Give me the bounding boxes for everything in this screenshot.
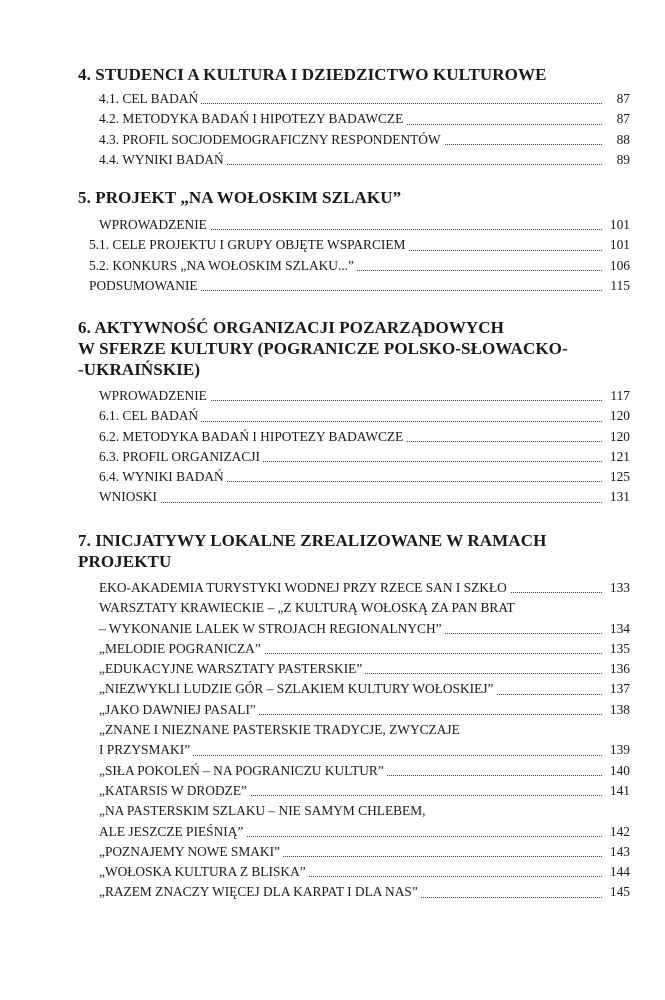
toc-entry[interactable] bbox=[99, 700, 630, 720]
toc-entry[interactable] bbox=[99, 639, 630, 659]
toc-entry bbox=[99, 619, 630, 639]
entry-page-number: 141 bbox=[602, 781, 630, 801]
toc-entry[interactable] bbox=[99, 679, 630, 699]
entry-label: ALE JESZCZE PIEŚNIĄ” bbox=[99, 824, 246, 839]
entry-page-number: 136 bbox=[602, 659, 630, 679]
entry-page-number: 139 bbox=[602, 740, 630, 760]
section-heading-line: 6. AKTYWNOŚĆ ORGANIZACJI POZARZĄDOWYCH bbox=[78, 318, 505, 337]
entry-page-number: 140 bbox=[602, 761, 630, 781]
entry-label: 5.1. CELE PROJEKTU I GRUPY OBJĘTE WSPARCIEM bbox=[89, 237, 408, 252]
entry-page-number: 101 bbox=[602, 235, 630, 255]
entry-label-line: WARSZTATY KRAWIECKIE – „Z KULTURĄ WOŁOSKĄ ZA PAN BRAT bbox=[99, 600, 515, 616]
entry-label: WPROWADZENIE bbox=[99, 217, 210, 232]
toc-entry bbox=[99, 740, 630, 760]
entry-page-number: 101 bbox=[602, 215, 630, 235]
toc-entry bbox=[99, 822, 630, 842]
entry-label: I PRZYSMAKI” bbox=[99, 742, 193, 757]
section-heading-line: PROJEKTU bbox=[78, 552, 172, 571]
entry-page-number: 121 bbox=[602, 447, 630, 467]
entry-label-line: „NA PASTERSKIM SZLAKU – NIE SAMYM CHLEBEM, bbox=[99, 803, 426, 819]
entry-page-number: 87 bbox=[602, 89, 630, 109]
toc-entry-multiline[interactable] bbox=[99, 801, 630, 842]
section-heading-line: 5. PROJEKT „NA WOŁOSKIM SZLAKU” bbox=[78, 188, 402, 207]
entry-label: 4.3. PROFIL SOCJODEMOGRAFICZNY RESPONDENTÓW bbox=[99, 132, 444, 147]
entry-page-number: 125 bbox=[602, 467, 630, 487]
entry-page-number: 137 bbox=[602, 679, 630, 699]
section-heading bbox=[78, 530, 630, 572]
toc-entry[interactable] bbox=[89, 276, 630, 296]
toc-entry[interactable] bbox=[99, 150, 630, 170]
entry-label: „EDUKACYJNE WARSZTATY PASTERSKIE” bbox=[99, 661, 365, 676]
entry-page-number: 142 bbox=[602, 822, 630, 842]
entry-page-number: 143 bbox=[602, 842, 630, 862]
entry-page-number: 89 bbox=[602, 150, 630, 170]
entry-page-number: 145 bbox=[602, 882, 630, 902]
toc-entry[interactable] bbox=[99, 761, 630, 781]
toc-section-5 bbox=[78, 187, 630, 296]
toc-entry[interactable] bbox=[99, 427, 630, 447]
entry-label: „JAKO DAWNIEJ PASALI” bbox=[99, 702, 259, 717]
entry-page-number: 88 bbox=[602, 130, 630, 150]
entry-list bbox=[78, 215, 630, 296]
entry-label: 5.2. KONKURS „NA WOŁOSKIM SZLAKU...” bbox=[89, 258, 357, 273]
toc-entry[interactable] bbox=[99, 467, 630, 487]
toc-entry[interactable] bbox=[89, 235, 630, 255]
entry-label: 4.2. METODYKA BADAŃ I HIPOTEZY BADAWCZE bbox=[99, 111, 406, 126]
entry-page-number: 134 bbox=[602, 619, 630, 639]
toc-entry[interactable] bbox=[99, 386, 630, 406]
toc-entry[interactable] bbox=[99, 130, 630, 150]
toc-entry[interactable] bbox=[89, 256, 630, 276]
toc-entry[interactable] bbox=[99, 781, 630, 801]
entry-label: 4.4. WYNIKI BADAŃ bbox=[99, 152, 227, 167]
toc-entry[interactable] bbox=[99, 109, 630, 129]
toc-section-7 bbox=[78, 530, 630, 903]
entry-label: „WOŁOSKA KULTURA Z BLISKA” bbox=[99, 864, 309, 879]
entry-page-number: 87 bbox=[602, 109, 630, 129]
toc-entry[interactable] bbox=[99, 862, 630, 882]
entry-list bbox=[78, 578, 630, 903]
section-heading-line: W SFERZE KULTURY (POGRANICZE POLSKO-SŁOWACKO- bbox=[78, 339, 568, 358]
entry-page-number: 106 bbox=[602, 256, 630, 276]
entry-label: – WYKONANIE LALEK W STROJACH REGIONALNYCH” bbox=[99, 621, 445, 636]
toc-section-6 bbox=[78, 317, 630, 508]
entry-page-number: 117 bbox=[602, 386, 630, 406]
entry-page-number: 120 bbox=[602, 427, 630, 447]
entry-page-number: 133 bbox=[602, 578, 630, 598]
entry-page-number: 115 bbox=[602, 276, 630, 296]
toc-entry[interactable] bbox=[99, 659, 630, 679]
toc-section-4 bbox=[78, 64, 630, 170]
entry-label: 6.3. PROFIL ORGANIZACJI bbox=[99, 449, 263, 464]
toc-entry[interactable] bbox=[99, 447, 630, 467]
section-heading bbox=[78, 187, 630, 208]
toc-entry[interactable] bbox=[99, 842, 630, 862]
entry-label: „RAZEM ZNACZY WIĘCEJ DLA KARPAT I DLA NAS” bbox=[99, 884, 421, 899]
entry-label: „POZNAJEMY NOWE SMAKI” bbox=[99, 844, 283, 859]
entry-label: 4.1. CEL BADAŃ bbox=[99, 91, 201, 106]
toc-entry[interactable] bbox=[99, 89, 630, 109]
entry-list bbox=[78, 386, 630, 508]
entry-label: PODSUMOWANIE bbox=[89, 278, 201, 293]
toc-entry-multiline[interactable] bbox=[99, 720, 630, 761]
section-heading-line: 4. STUDENCI A KULTURA I DZIEDZICTWO KULTUROWE bbox=[78, 65, 547, 84]
entry-label: WPROWADZENIE bbox=[99, 388, 210, 403]
section-heading-line: -UKRAIŃSKIE) bbox=[78, 360, 201, 379]
section-heading bbox=[78, 317, 630, 380]
toc-entry[interactable] bbox=[99, 882, 630, 902]
entry-page-number: 131 bbox=[602, 487, 630, 507]
toc-entry[interactable] bbox=[99, 578, 630, 598]
entry-label: „KATARSIS W DRODZE” bbox=[99, 783, 250, 798]
entry-label: „SIŁA POKOLEŃ – NA POGRANICZU KULTUR” bbox=[99, 763, 387, 778]
entry-list bbox=[78, 89, 630, 170]
toc-entry[interactable] bbox=[99, 487, 630, 507]
toc-entry-multiline[interactable] bbox=[99, 598, 630, 639]
entry-label: „NIEZWYKLI LUDZIE GÓR – SZLAKIEM KULTURY WOŁOSKIEJ” bbox=[99, 681, 496, 696]
entry-page-number: 144 bbox=[602, 862, 630, 882]
entry-label: EKO-AKADEMIA TURYSTYKI WODNEJ PRZY RZECE SAN I SZKŁO bbox=[99, 580, 510, 595]
entry-page-number: 138 bbox=[602, 700, 630, 720]
dot-leader bbox=[99, 502, 602, 503]
section-heading bbox=[78, 64, 630, 85]
toc-entry[interactable] bbox=[99, 406, 630, 426]
entry-label-line: „ZNANE I NIEZNANE PASTERSKIE TRADYCJE, ZWYCZAJE bbox=[99, 722, 460, 738]
section-heading-line: 7. INICJATYWY LOKALNE ZREALIZOWANE W RAMACH bbox=[78, 531, 547, 550]
entry-label: 6.4. WYNIKI BADAŃ bbox=[99, 469, 227, 484]
entry-page-number: 135 bbox=[602, 639, 630, 659]
entry-label: „MELODIE POGRANICZA” bbox=[99, 641, 264, 656]
entry-label: WNIOSKI bbox=[99, 489, 160, 504]
entry-page-number: 120 bbox=[602, 406, 630, 426]
entry-label: 6.2. METODYKA BADAŃ I HIPOTEZY BADAWCZE bbox=[99, 429, 406, 444]
toc-entry[interactable] bbox=[99, 215, 630, 235]
entry-label: 6.1. CEL BADAŃ bbox=[99, 408, 201, 423]
